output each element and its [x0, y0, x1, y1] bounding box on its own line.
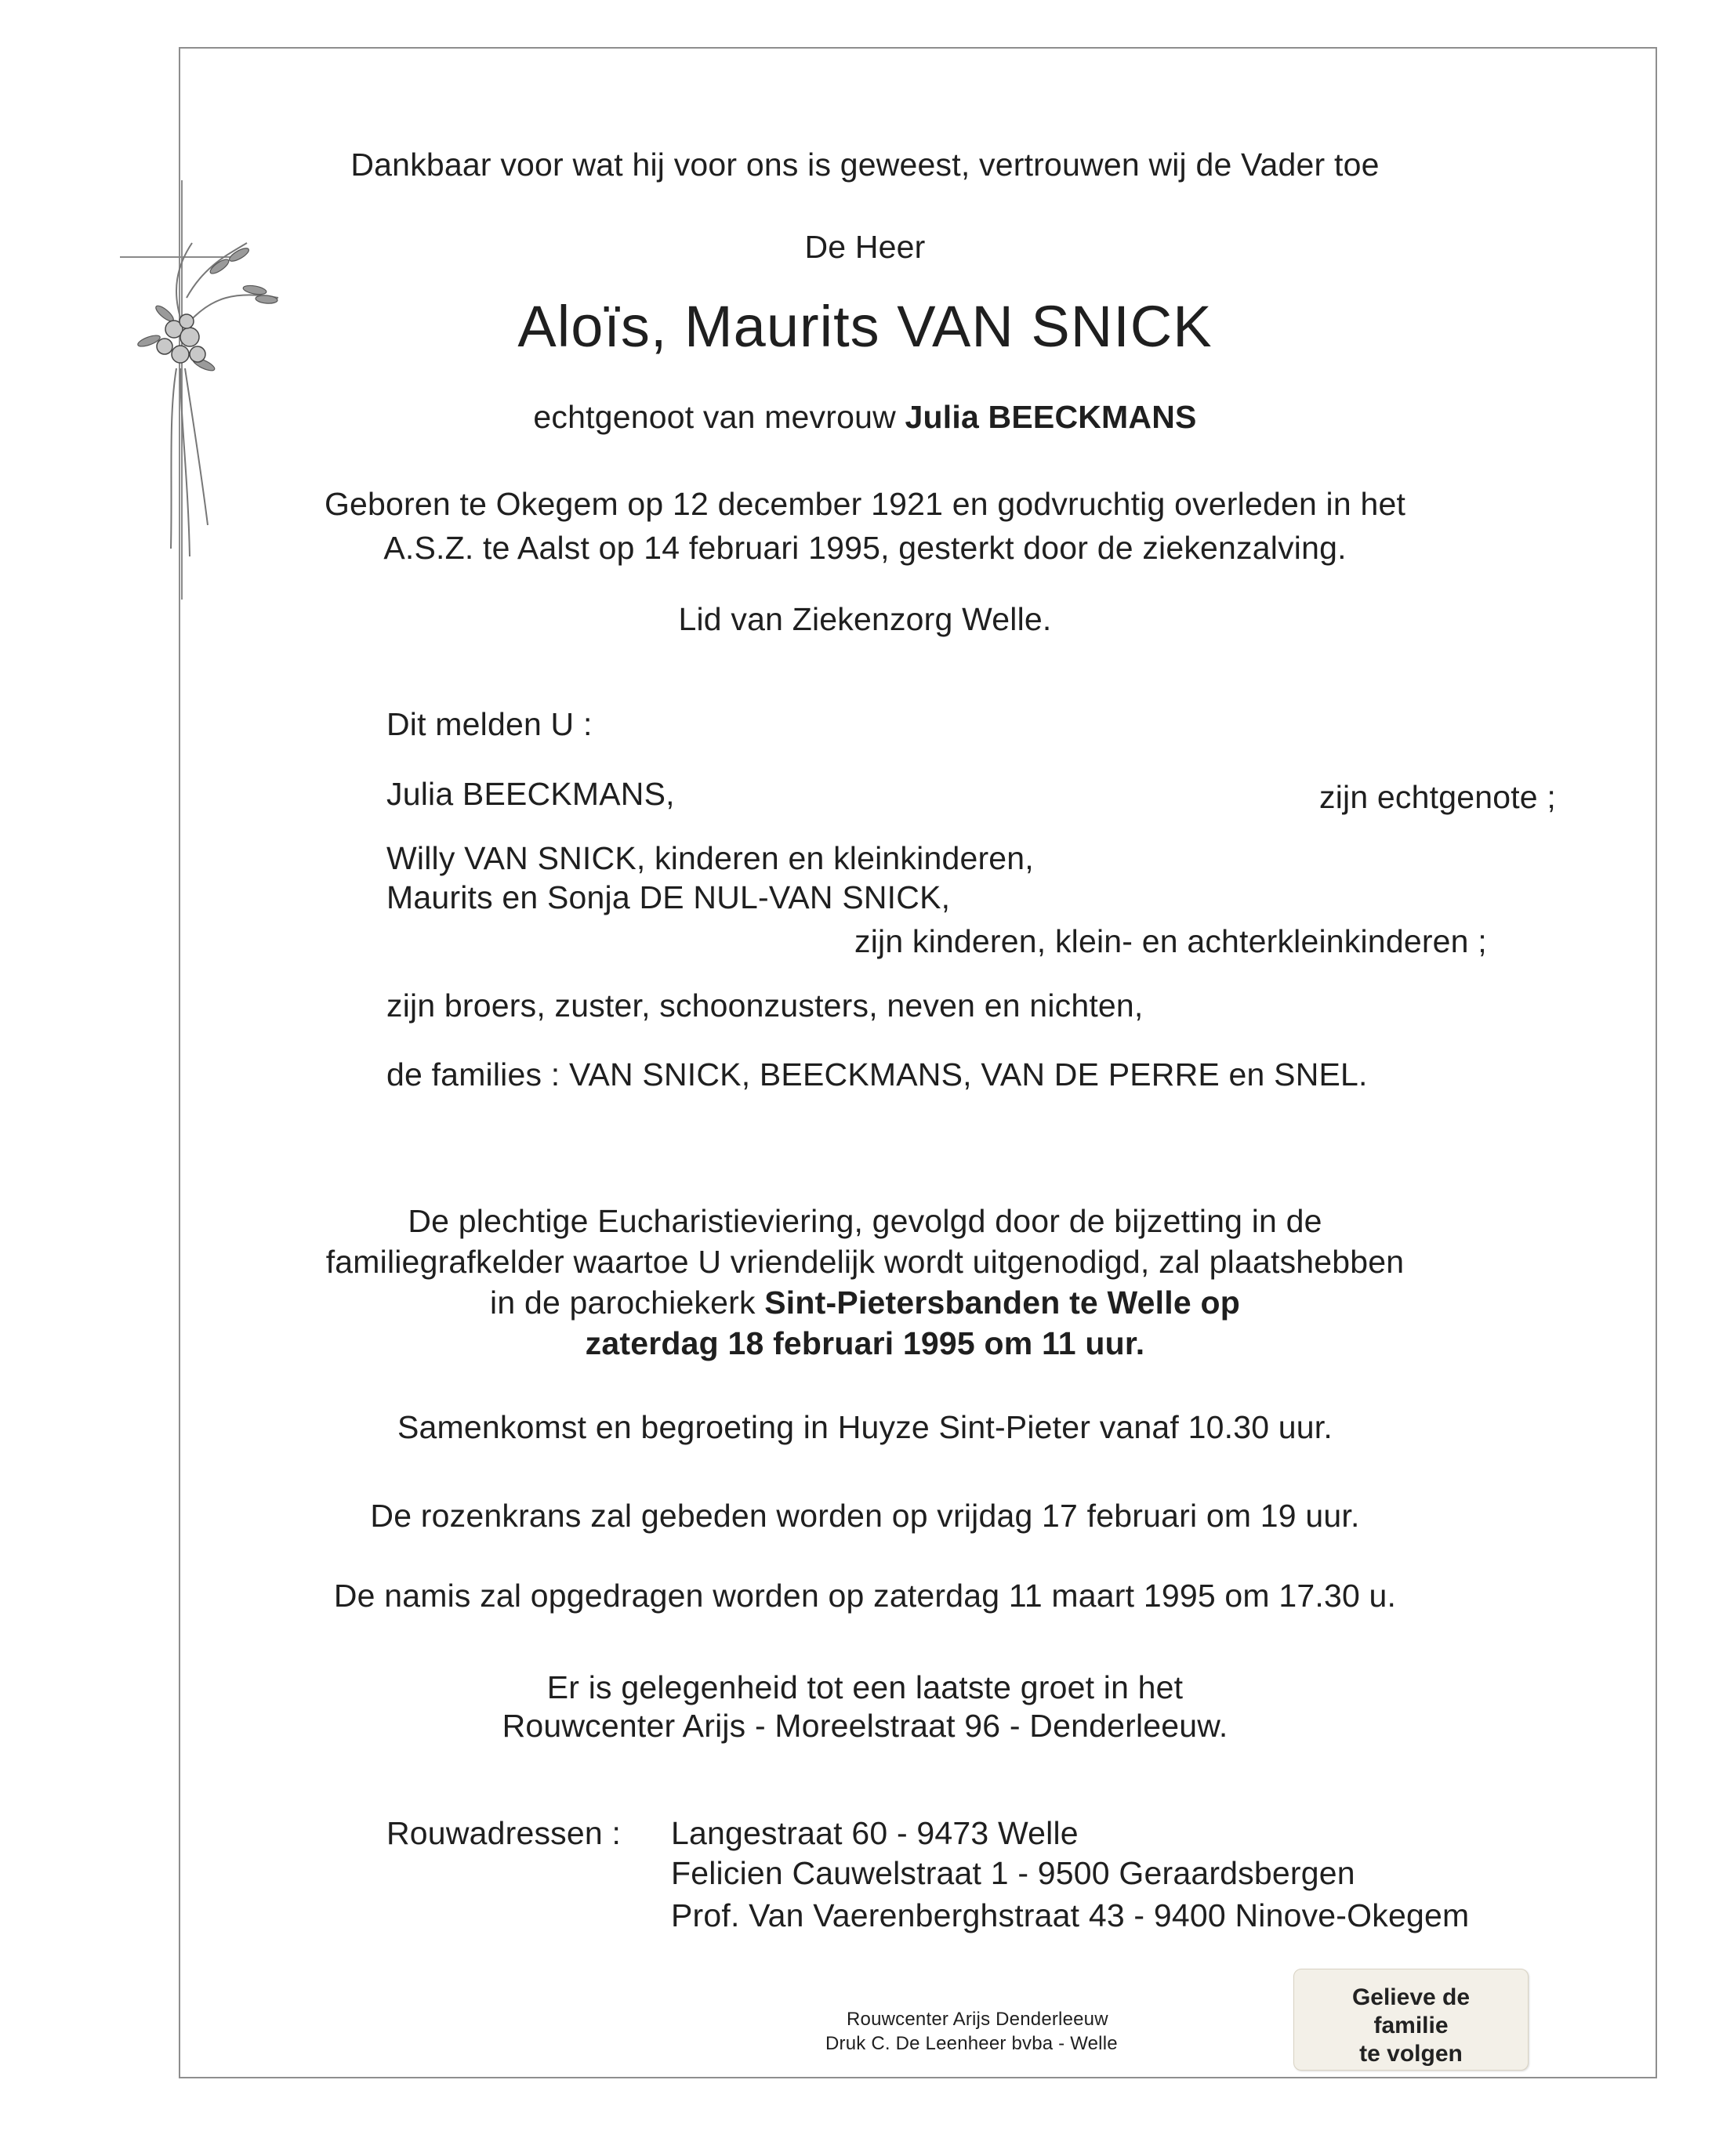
farewell-line-2: Rouwcenter Arijs - Moreelstraat 96 - Denderleeuw.	[502, 1708, 1228, 1744]
address-2: Felicien Cauwelstraat 1 - 9500 Geraardsbergen	[671, 1855, 1355, 1891]
footer-line-2: Druk C. De Leenheer bvba - Welle	[825, 2033, 1118, 2054]
deceased-name: Aloïs, Maurits VAN SNICK	[517, 294, 1213, 359]
label-line-2: familie	[1373, 2013, 1449, 2038]
announcer-spouse-role: zijn echtgenote ;	[1319, 779, 1556, 815]
spouse-prefix: echtgenoot van mevrouw	[533, 399, 905, 435]
membership: Lid van Ziekenzorg Welle.	[678, 601, 1052, 637]
ceremony-date: zaterdag 18 februari 1995 om 11 uur.	[585, 1325, 1145, 1361]
ceremony-line-1: De plechtige Eucharistieviering, gevolgd door de bijzetting in de	[408, 1203, 1322, 1239]
memorial-mass-text: De namis zal opgedragen worden op zaterdag 11 maart 1995 om 17.30 u.	[333, 1578, 1397, 1614]
label-line-1: Gelieve de	[1351, 1984, 1471, 2010]
announcer-spouse-name: Julia BEECKMANS,	[386, 776, 675, 812]
ceremony-church: Sint-Pietersbanden te Welle op	[764, 1285, 1240, 1321]
announcers-heading: Dit melden U :	[386, 706, 593, 742]
announcer-children-role: zijn kinderen, klein- en achterkleinkinderen ;	[854, 923, 1487, 959]
salutation: De Heer	[804, 229, 926, 265]
ceremony-line-3-prefix: in de parochiekerk	[490, 1285, 765, 1321]
ceremony-line-3	[0, 1287, 1730, 1319]
announcer-families: de families : VAN SNICK, BEECKMANS, VAN DE PERRE en SNEL.	[386, 1056, 1368, 1092]
address-1: Langestraat 60 - 9473 Welle	[671, 1815, 1079, 1851]
label-line-3: te volgen	[1359, 2041, 1463, 2067]
ceremony-line-2: familiegrafkelder waartoe U vriendelijk wordt uitgenodigd, zal plaatshebben	[325, 1244, 1405, 1280]
address-3: Prof. Van Vaerenberghstraat 43 - 9400 Ninove-Okegem	[671, 1897, 1470, 1933]
addresses-label: Rouwadressen :	[386, 1815, 622, 1851]
intro-text: Dankbaar voor wat hij voor ons is geweest, vertrouwen wij de Vader toe	[350, 147, 1380, 183]
follow-family-label	[1293, 1969, 1529, 2071]
spouse-name: Julia BEECKMANS	[905, 399, 1197, 435]
birth-line-1: Geboren te Okegem op 12 december 1921 en godvruchtig overleden in het	[324, 486, 1406, 522]
spouse-line	[0, 401, 1730, 433]
gathering-text: Samenkomst en begroeting in Huyze Sint-Pieter vanaf 10.30 uur.	[397, 1409, 1333, 1445]
footer-line-1: Rouwcenter Arijs Denderleeuw	[847, 2009, 1108, 2030]
announcer-child-2: Maurits en Sonja DE NUL-VAN SNICK,	[386, 879, 951, 915]
announcer-child-1: Willy VAN SNICK, kinderen en kleinkinderen,	[386, 840, 1034, 876]
announcer-siblings: zijn broers, zuster, schoonzusters, neven en nichten,	[386, 987, 1144, 1024]
rosary-text: De rozenkrans zal gebeden worden op vrijdag 17 februari om 19 uur.	[370, 1498, 1360, 1534]
birth-line-2: A.S.Z. te Aalst op 14 februari 1995, gesterkt door de ziekenzalving.	[383, 530, 1347, 566]
farewell-line-1: Er is gelegenheid tot een laatste groet in het	[546, 1669, 1184, 1705]
